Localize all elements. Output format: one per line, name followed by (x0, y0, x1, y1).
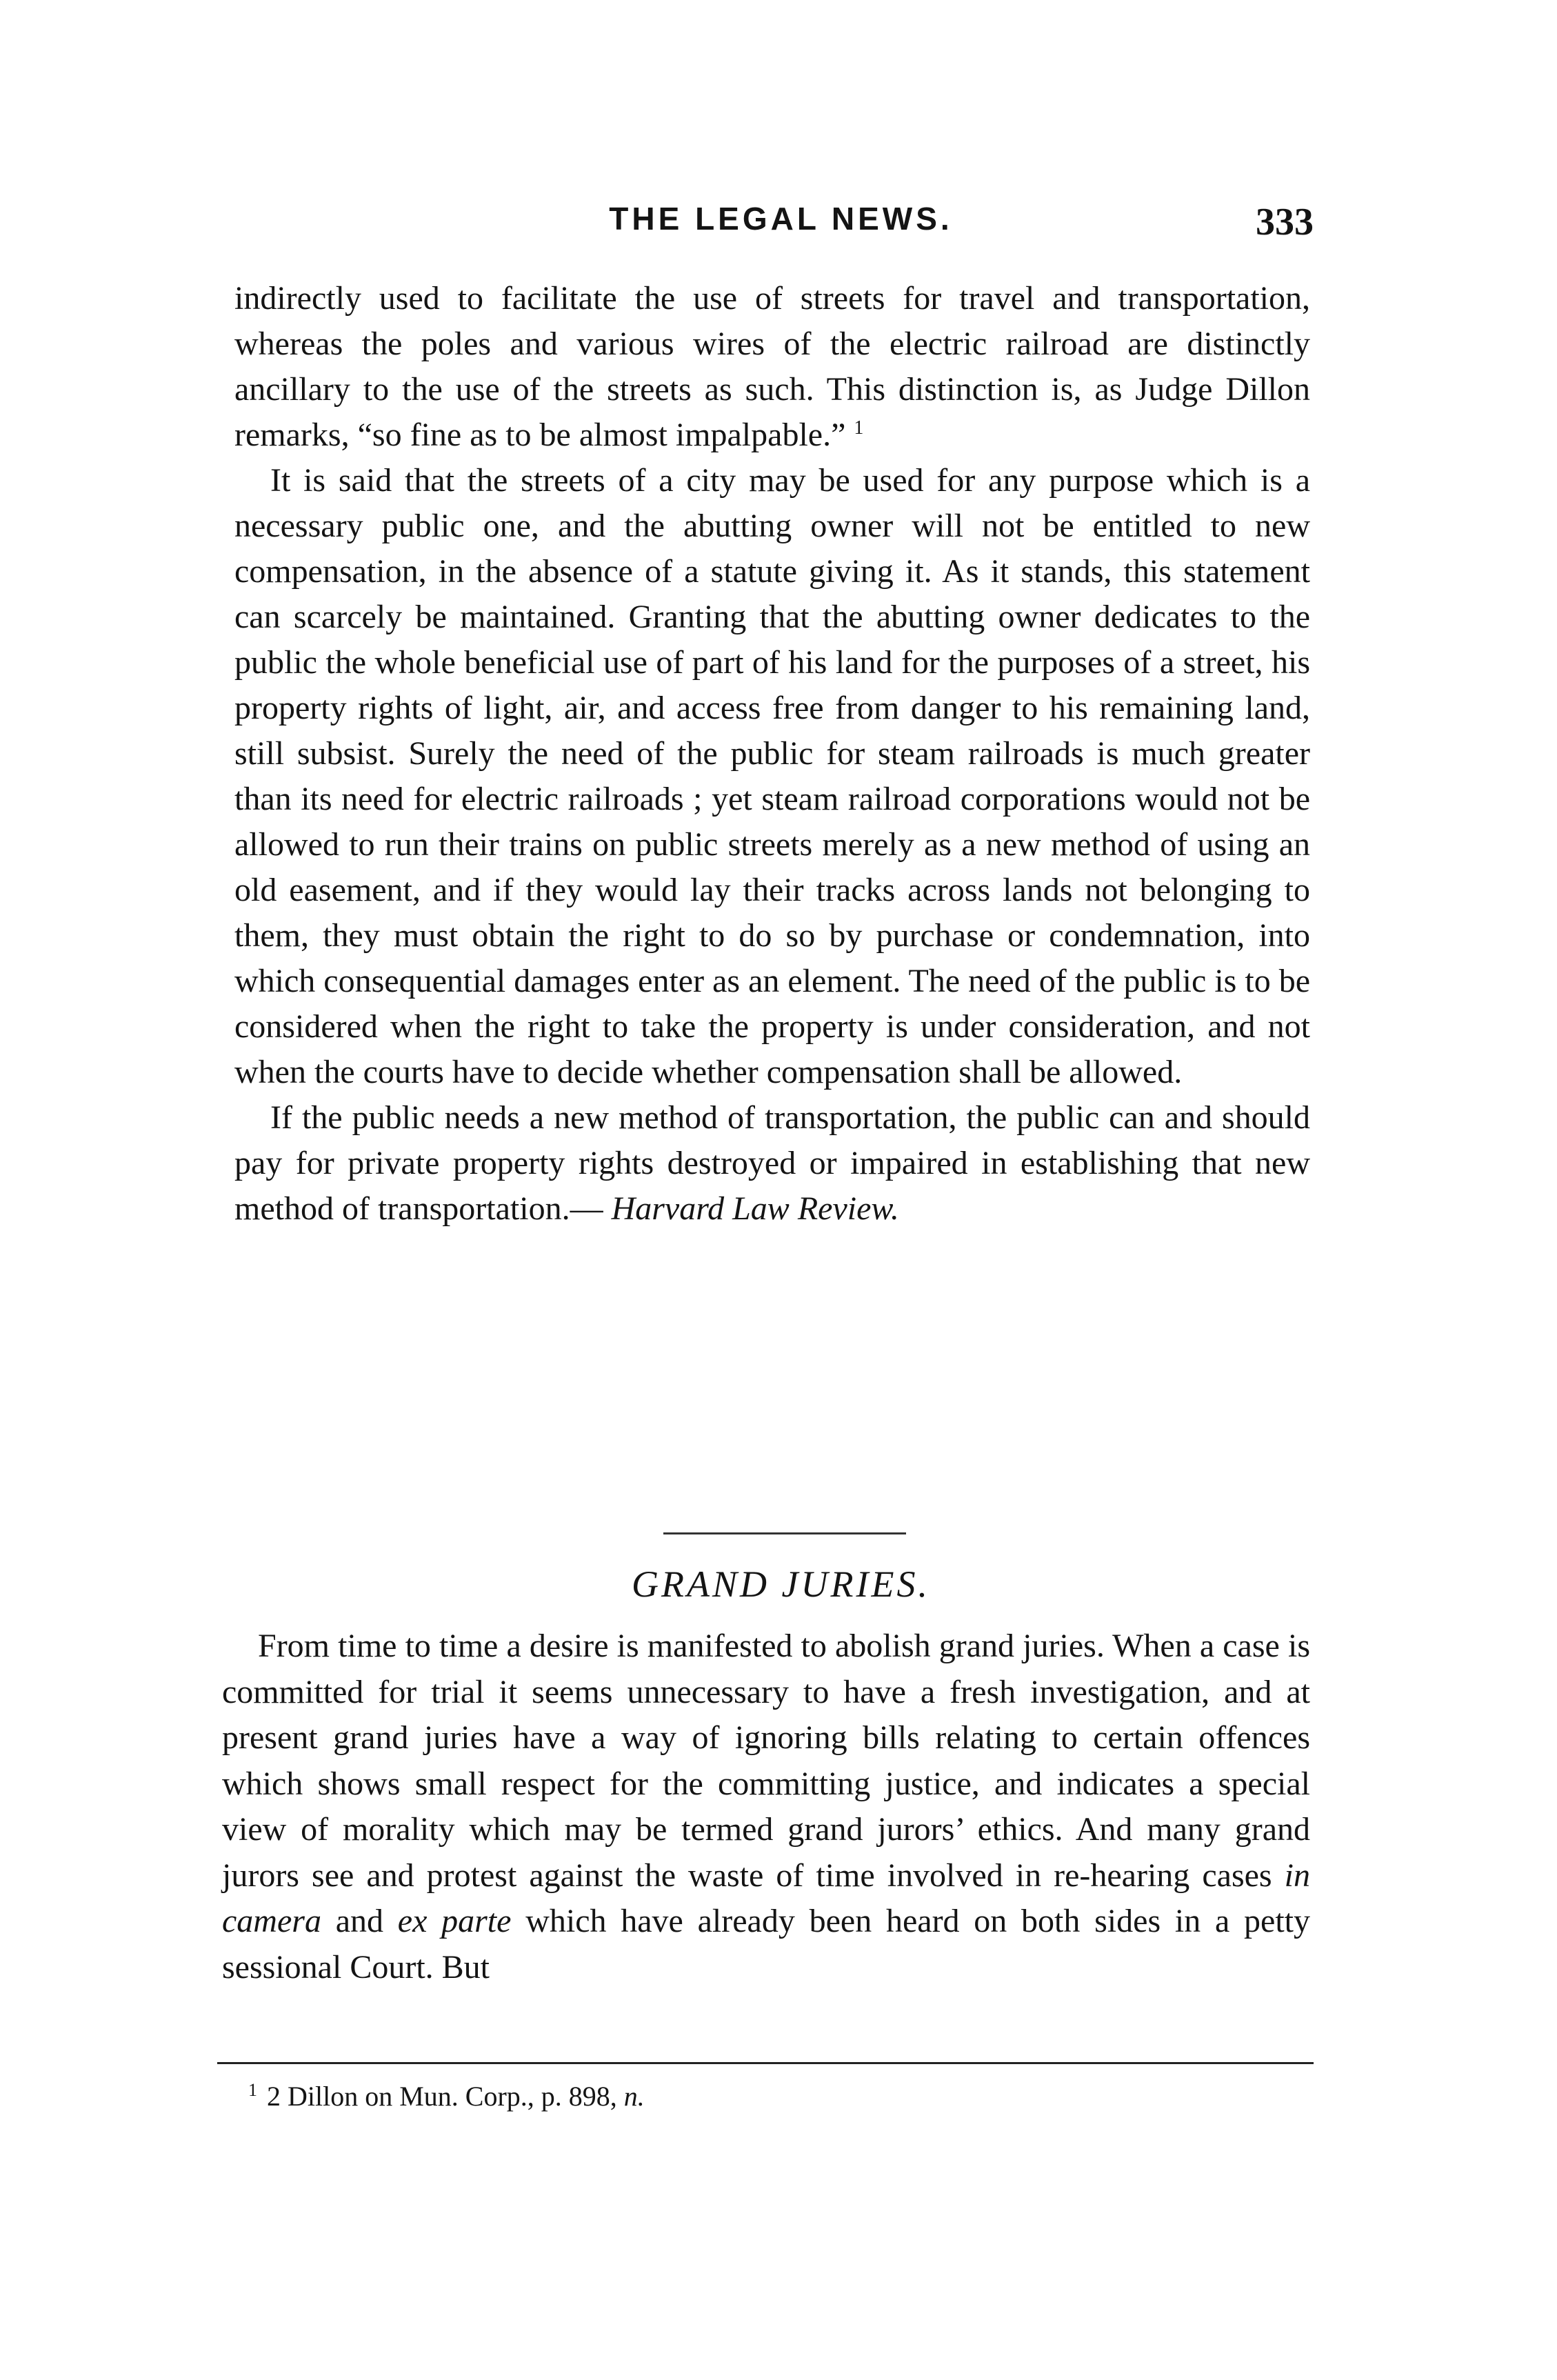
footnote-text: 2 Dillon on Mun. Corp., p. 898, (267, 2081, 624, 2112)
phrase-ex-parte: ex parte (397, 1903, 512, 1939)
grand-juries-paragraph-body (222, 1623, 1310, 1990)
source-citation: Harvard Law Review. (611, 1190, 899, 1227)
footnote-mark: 1 (248, 2079, 257, 2100)
article-continuation (234, 276, 1310, 1232)
footnote-italic-suffix: n. (623, 2081, 645, 2112)
phrase-in-camera: in camera (222, 1857, 1310, 1939)
paragraph-3-text: If the public needs a new method of transportation, the public can and should pay for private property rights destroyed or impaired in establishing that new method of transportation.— (234, 1099, 1310, 1227)
text-after-ex-parte: which have already been heard on both sides in a petty sessional Court. But (222, 1903, 1310, 1986)
paragraph-3 (234, 1095, 1310, 1232)
text-before-in-camera: From time to time a desire is manifested to abolish grand juries. When a case is committed for trial it seems unnecessary to have a fresh investigation, and at present grand juries have a way of ignoring bills relating to certain offences which shows small respect for the committing justice, and indicates a special view of morality which may be termed grand jurors’ ethics. And many grand jurors see and protest against the waste of time involved in re-hearing cases (222, 1628, 1310, 1894)
paragraph-1-text: indirectly used to facilitate the use of streets for travel and transportation, whereas the poles and various wires of the electric railroad are distinctly ancillary to the use of the streets as such. This distinction is, as Judge Dillon remarks, “so fine as to be almost impalpable.” (234, 280, 1310, 453)
paragraph-2: It is said that the streets of a city may be used for any purpose which is a necessary public one, and the abutting owner will not be entitled to new compensation, in the absence of a statute giving it. As it stands, this statement can scarcely be maintained. Granting that the abutting owner dedicates to the public the whole beneficial use of part of his land for the purposes of a street, his property rights of light, air, and access free from danger to his remaining land, still subsist. Surely the need of the public for steam railroads is much greater than its need for electric railroads ; yet steam railroad corporations would not be allowed to run their trains on public streets merely as a new method of using an old easement, and if they would lay their tracks across lands not belonging to them, they must obtain the right to do so by purchase or condemnation, into which consequential damages enter as an element. The need of the public is to be considered when the right to take the property is under consideration, and not when the courts have to decide whether compensation shall be allowed. (234, 462, 1310, 1090)
grand-juries-paragraph (222, 1623, 1310, 1990)
footnote-rule (217, 2062, 1314, 2064)
running-head (248, 200, 1314, 248)
paragraph-1 (234, 276, 1310, 458)
section-separator-rule (663, 1532, 906, 1534)
text-between-italics: and (321, 1903, 398, 1939)
journal-title: THE LEGAL NEWS. (609, 201, 953, 237)
footnote-reference: 1 (854, 417, 864, 439)
section-heading: GRAND JURIES. (632, 1563, 930, 1605)
footnote (248, 2077, 1283, 2116)
page-number: 333 (1256, 201, 1314, 243)
